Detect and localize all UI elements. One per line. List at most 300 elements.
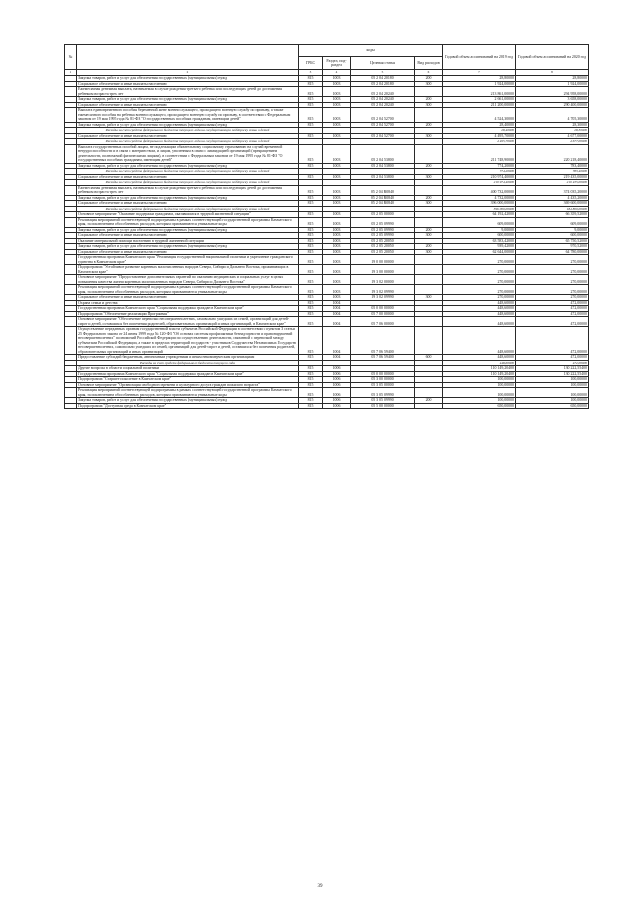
cell-section: 1003	[323, 133, 351, 139]
cell-article: 05 2 04 52700	[351, 122, 415, 128]
cell-grbs: 815	[299, 403, 323, 409]
cell-year2: 100,00000	[516, 398, 589, 404]
cell-num	[65, 403, 77, 409]
cell-year1: 270,00000	[443, 275, 516, 285]
cell-year1: 210 974,40000	[443, 174, 516, 180]
cell-num	[65, 185, 77, 195]
cell-article: 05 2 04 53800	[351, 144, 415, 163]
cell-expense-type	[415, 217, 443, 227]
cell-name: Социальное обеспечение и иные выплаты населению	[77, 249, 299, 255]
header-num: №	[65, 45, 77, 70]
cell-section: 1003	[323, 238, 351, 244]
cell-year2: 783,40000	[516, 169, 589, 175]
cell-name: Расходы за счет средств федерального бюджета текущего года на государственную поддержку семьи и детей	[77, 128, 299, 134]
cell-year2: 600,00000	[516, 233, 589, 239]
cell-num	[65, 275, 77, 285]
cell-year1: 100,00000	[443, 388, 516, 398]
cell-year2: 369 600,00000	[516, 201, 589, 207]
cell-expense-type: 200	[415, 163, 443, 169]
cell-name: Подпрограмма "Доступная среда в Камчатском крае"	[77, 403, 299, 409]
cell-name: Выплата единовременного пособия беременной жене военнослужащего, проходящего военную службу по призыву, а также ежемесячного пособия на ребенка военнослужащего, проходящего военную службу по призыву, в соответствии с Федеральным законом от 19 мая 1995 года № 81-ФЗ "О государственных пособиях гражданам, имеющим детей"	[77, 108, 299, 123]
cell-article: 05 2 05 00000	[351, 212, 415, 218]
cell-article: 05 3 05 09990	[351, 398, 415, 404]
cell-name: Государственная программа Камчатского края "Социальная поддержка граждан в Камчатском крае"	[77, 306, 299, 312]
cell-grbs: 815	[299, 238, 323, 244]
cell-expense-type	[415, 87, 443, 97]
cell-grbs: 815	[299, 102, 323, 108]
cell-section: 1006	[323, 371, 351, 377]
table-row	[65, 285, 589, 295]
cell-expense-type: 300	[415, 295, 443, 301]
cell-article: 05 2 05 09990	[351, 233, 415, 239]
cell-year2: 472,00000	[516, 327, 589, 355]
cell-grbs: 815	[299, 388, 323, 398]
cell-year2: 220 218,40000	[516, 144, 589, 163]
cell-year1: 4 495,70000	[443, 139, 516, 145]
cell-year1: 100,00000	[443, 377, 516, 383]
table-row	[65, 185, 589, 195]
cell-year2: 4 435,20000	[516, 195, 589, 201]
cell-section: 1004	[323, 306, 351, 312]
cell-expense-type: 300	[415, 174, 443, 180]
cell-expense-type: 200	[415, 227, 443, 233]
cell-article: 05 2 05 09990	[351, 217, 415, 227]
column-index: 1	[65, 70, 77, 76]
cell-year1: 270,00000	[443, 255, 516, 265]
cell-expense-type	[415, 185, 443, 195]
cell-expense-type	[415, 317, 443, 327]
cell-year1: 28,40000	[443, 128, 516, 134]
cell-name: Выплата государственных пособий лицам, не подлежащим обязательному социальному страхованию на случай временной нетрудоспособности и в связи с материнством, и лицам, уволенным в связи с ликвидацией организаций (прекращением деятельности, полномочий физическими лицами), в соответствии с Федеральным законом от 19 мая 1995 года № 81-ФЗ "О государственных пособиях гражданам, имеющим детей"	[77, 144, 299, 163]
cell-section: 1006	[323, 398, 351, 404]
cell-section: 1004	[323, 355, 351, 361]
cell-year1: 270,00000	[443, 295, 516, 301]
cell-expense-type	[415, 403, 443, 409]
cell-grbs: 815	[299, 76, 323, 82]
column-index: 8	[516, 70, 589, 76]
cell-section: 1003	[323, 97, 351, 103]
cell-name: Реализация мероприятий соответствующей подпрограммы в рамках соответствующей государственной программы Камчатского края, за исключением обособленных расходов, которым присваиваются уникальные коды	[77, 285, 299, 295]
cell-section: 1003	[323, 244, 351, 250]
cell-year1: 448,60000	[443, 311, 516, 317]
cell-name: Основное мероприятие "Оказание поддержки гражданам, оказавшимся в трудной жизненной ситуации"	[77, 212, 299, 218]
cell-year1: 396 000,00000	[443, 206, 516, 212]
cell-year2: 64 780,00000	[516, 249, 589, 255]
cell-article: 05 7 06 59400	[351, 327, 415, 355]
cell-year2: 184 800,00000	[516, 206, 589, 212]
cell-section: 1003	[323, 285, 351, 295]
cell-grbs: 815	[299, 255, 323, 265]
cell-section: 1003	[323, 144, 351, 163]
cell-year1: 28,80000	[443, 76, 516, 82]
cell-section: 1003	[323, 233, 351, 239]
cell-article: 05 2 05 20050	[351, 249, 415, 255]
cell-year1: 448,60000	[443, 355, 516, 361]
cell-expense-type	[415, 388, 443, 398]
cell-year2: 219 435,00000	[516, 174, 589, 180]
cell-expense-type	[415, 285, 443, 295]
cell-name: Расходы за счет средств федерального бюджета текущего года на государственную поддержку семьи и детей	[77, 139, 299, 145]
cell-name: Реализация мероприятий соответствующей подпрограммы в рамках соответствующей государственной программы Камчатского края, за исключением обособленных расходов, которым присваиваются уникальные коды	[77, 388, 299, 398]
cell-expense-type	[415, 275, 443, 285]
page-number: 39	[317, 884, 323, 889]
cell-section: 1003	[323, 275, 351, 285]
cell-section: 1003	[323, 185, 351, 195]
cell-name: Государственная программа Камчатского края "Социальная поддержка граждан в Камчатском крае"	[77, 371, 299, 377]
cell-grbs: 815	[299, 244, 323, 250]
cell-name: Другие вопросы в области социальной политики	[77, 366, 299, 372]
header-name	[77, 45, 299, 70]
cell-year1: 400 732,00000	[443, 185, 516, 195]
cell-year1: 213 861,00000	[443, 87, 516, 97]
cell-num	[65, 108, 77, 123]
cell-name: Закупка товаров, работ и услуг для обеспечения государственных (муниципальных) нужд	[77, 398, 299, 404]
cell-year1: 396 000,00000	[443, 201, 516, 207]
table-row	[65, 255, 589, 265]
cell-year1: 448,60000	[443, 327, 516, 355]
cell-name: Подпрограмма "Старшее поколение в Камчатском крае"	[77, 377, 299, 383]
cell-year2: 100,00000	[516, 382, 589, 388]
cell-expense-type	[415, 108, 443, 123]
cell-grbs: 815	[299, 377, 323, 383]
cell-article: 19 3 02 00000	[351, 275, 415, 285]
cell-name: Закупка товаров, работ и услуг для обеспечения государственных (муниципальных) нужд	[77, 97, 299, 103]
cell-section: 1006	[323, 388, 351, 398]
column-index: 4	[323, 70, 351, 76]
cell-year1: 650,00000	[443, 403, 516, 409]
cell-year1: 64 192,42000	[443, 212, 516, 218]
column-index: 2	[77, 70, 299, 76]
cell-grbs: 815	[299, 285, 323, 295]
cell-year1: 774,20000	[443, 169, 516, 175]
cell-section: 1003	[323, 81, 351, 87]
cell-year2: 100,00000	[516, 388, 589, 398]
cell-grbs: 815	[299, 382, 323, 388]
cell-year1: 4 732,00000	[443, 195, 516, 201]
cell-expense-type: 300	[415, 102, 443, 108]
cell-expense-type: 300	[415, 133, 443, 139]
cell-year2: 4 677,00000	[516, 139, 589, 145]
cell-expense-type	[415, 255, 443, 265]
cell-expense-type	[415, 144, 443, 163]
cell-year2: 219 435,00000	[516, 180, 589, 186]
cell-expense-type: 600	[415, 355, 443, 361]
cell-grbs: 815	[299, 97, 323, 103]
cell-name: Закупка товаров, работ и услуг для обеспечения государственных (муниципальных) нужд	[77, 227, 299, 233]
cell-num	[65, 217, 77, 227]
cell-article: 19 3 02 09990	[351, 295, 415, 301]
cell-grbs: 815	[299, 185, 323, 195]
cell-year2: 28,30000	[516, 128, 589, 134]
cell-year1: 600,00000	[443, 233, 516, 239]
table-row	[65, 327, 589, 355]
cell-name: Основное мероприятие "Организация свободного времени и культурного досуга граждан пожилого возраста"	[77, 382, 299, 388]
cell-expense-type: 200	[415, 195, 443, 201]
header-expense-type: Вид расходов	[415, 57, 443, 70]
cell-section: 1003	[323, 195, 351, 201]
cell-grbs: 815	[299, 212, 323, 218]
cell-article: 05 2 04 20180	[351, 76, 415, 82]
cell-year1: 110 149,20400	[443, 371, 516, 377]
header-grbs: ГРБС	[299, 57, 323, 70]
cell-article: 05 3 05 09990	[351, 388, 415, 398]
column-index: 6	[415, 70, 443, 76]
cell-year1: 939,42000	[443, 244, 516, 250]
cell-grbs: 815	[299, 201, 323, 207]
cell-grbs: 815	[299, 398, 323, 404]
cell-grbs: 815	[299, 133, 323, 139]
cell-year1: 9,00000	[443, 227, 516, 233]
cell-name: Закупка товаров, работ и услуг для обеспечения государственных (муниципальных) нужд	[77, 244, 299, 250]
cell-section: 1006	[323, 377, 351, 383]
cell-name: Реализация мероприятий соответствующей подпрограммы в рамках соответствующей государственной программы Камчатского края, за исключением обособленных расходов, которым присваиваются уникальные коды	[77, 217, 299, 227]
cell-grbs: 815	[299, 275, 323, 285]
cell-article: 19 0 00 00000	[351, 255, 415, 265]
cell-grbs: 815	[299, 122, 323, 128]
cell-name: Государственная программа Камчатского края "Реализация государственной национальной политики и укрепление гражданского единства в Камчатском крае"	[77, 255, 299, 265]
cell-article: 05 2 05 20050	[351, 238, 415, 244]
cell-expense-type: 300	[415, 233, 443, 239]
cell-year2: 66 359,52000	[516, 212, 589, 218]
cell-year1: 63 583,42000	[443, 238, 516, 244]
cell-name: Закупка товаров, работ и услуг для обеспечения государственных (муниципальных) нужд	[77, 195, 299, 201]
cell-article: 05 7 06 59400	[351, 355, 415, 361]
cell-name: Предоставление субсидий бюджетным, автономным учреждениям и иным некоммерческим организациям	[77, 355, 299, 361]
cell-name: Охрана семьи и детства	[77, 300, 299, 306]
cell-num	[65, 87, 77, 97]
table-row	[65, 108, 589, 123]
cell-section: 1003	[323, 217, 351, 227]
cell-num	[65, 317, 77, 327]
cell-section: 1003	[323, 102, 351, 108]
cell-year2: 65 750,52000	[516, 238, 589, 244]
table-row	[65, 275, 589, 285]
cell-article: 05 2 04 20240	[351, 102, 415, 108]
cell-article: 05 2 04 20180	[351, 81, 415, 87]
cell-year2: 100,00000	[516, 377, 589, 383]
cell-year2: 650,00000	[516, 403, 589, 409]
cell-article: 05 3 05 00000	[351, 382, 415, 388]
cell-section: 1003	[323, 295, 351, 301]
cell-grbs: 815	[299, 327, 323, 355]
cell-name: Социальное обеспечение и иные выплаты населению	[77, 133, 299, 139]
cell-article: 05 2 04 53800	[351, 174, 415, 180]
cell-year2: 3 658,00000	[516, 97, 589, 103]
cell-year1: 28,40000	[443, 122, 516, 128]
cell-year2: 472,00000	[516, 306, 589, 312]
cell-grbs: 815	[299, 295, 323, 301]
cell-section: 1006	[323, 382, 351, 388]
cell-name: Подпрограмма "Устойчивое развитие коренных малочисленных народов Севера, Сибири и Дальнего Востока, проживающих в Камчатском крае"	[77, 265, 299, 275]
cell-year2: 28,30000	[516, 122, 589, 128]
header-section: Раздел, под-раздел	[323, 57, 351, 70]
cell-expense-type: 200	[415, 244, 443, 250]
cell-grbs: 815	[299, 355, 323, 361]
cell-expense-type: 300	[415, 81, 443, 87]
cell-grbs: 815	[299, 163, 323, 169]
cell-name: Ежемесячная денежная выплата, назначаемая в случае рождения третьего ребенка или последующих детей до достижения ребенком возраста трех лет	[77, 185, 299, 195]
cell-year1: 1 924,00000	[443, 81, 516, 87]
header-codes: коды	[299, 45, 443, 57]
cell-year1: 211 748,90000	[443, 144, 516, 163]
cell-year2: 472,00000	[516, 300, 589, 306]
cell-article: 05 2 04 R0840	[351, 185, 415, 195]
table-row	[65, 217, 589, 227]
cell-year2: 472,00000	[516, 317, 589, 327]
cell-name: Расходы за счет средств федерального бюджета текущего года на государственную поддержку семьи и детей	[77, 206, 299, 212]
cell-year2: 270,00000	[516, 265, 589, 275]
cell-grbs: 815	[299, 311, 323, 317]
cell-article: 19 3 00 00000	[351, 265, 415, 275]
cell-year1: 448,60000	[443, 360, 516, 366]
cell-year1: 609,00000	[443, 217, 516, 227]
cell-article: 05 0 00 00000	[351, 306, 415, 312]
cell-year1: 62 644,00000	[443, 249, 516, 255]
cell-article: 05 2 04 20240	[351, 87, 415, 97]
cell-grbs: 815	[299, 300, 323, 306]
header-year1: Годовой объем ассигнований на 2019 год	[443, 45, 516, 70]
column-index: 3	[299, 70, 323, 76]
cell-grbs: 815	[299, 233, 323, 239]
cell-name: Основное мероприятие "Обеспечение перевозки несовершеннолетних, самовольно ушедших из семей, организаций для детей-сирот и детей, оставшихся без попечения родителей, образовательных организаций и иных организаций, в Камчатском крае"	[77, 317, 299, 327]
cell-num	[65, 388, 77, 398]
cell-grbs: 815	[299, 249, 323, 255]
cell-name: Осуществление переданных органам государственной власти субъектов Российской Федерации в соответствии с пунктом 3 статьи 25 Федерального закона от 24 июня 1999 года № 120-ФЗ "Об основах системы профилактики безнадзорности и правонарушений несовершеннолетних" полномочий Российской Федерации по осуществлению деятельности, связанной с перевозкой между субъектами Российской Федерации, а также в пределах территорий государств - участников Содружества Независимых Государств несовершеннолетних, самовольно ушедших из семей, организаций для детей-сирот и детей, оставшихся без попечения родителей, образовательных организаций и иных организаций	[77, 327, 299, 355]
cell-grbs: 815	[299, 227, 323, 233]
cell-section: 1003	[323, 76, 351, 82]
cell-expense-type	[415, 265, 443, 275]
cell-expense-type: 300	[415, 249, 443, 255]
cell-expense-type: 200	[415, 76, 443, 82]
cell-year2: 783,40000	[516, 163, 589, 169]
cell-section: 1003	[323, 265, 351, 275]
cell-name: Оказание материальной помощи населению в трудной жизненной ситуации	[77, 238, 299, 244]
cell-section: 1003	[323, 163, 351, 169]
cell-name: Расходы за счет средств федерального бюджета текущего года на государственную поддержку семьи и детей	[77, 180, 299, 186]
cell-article: 05 2 04 R0840	[351, 201, 415, 207]
cell-section: 1004	[323, 327, 351, 355]
cell-name: Подпрограмма "Обеспечение реализации Программы"	[77, 311, 299, 317]
cell-year1: 100,00000	[443, 382, 516, 388]
table-row	[65, 87, 589, 97]
cell-article: 05 2 04 52700	[351, 108, 415, 123]
cell-article: 05 3 00 00000	[351, 377, 415, 383]
cell-name: Закупка товаров, работ и услуг для обеспечения государственных (муниципальных) нужд	[77, 122, 299, 128]
cell-expense-type: 200	[415, 398, 443, 404]
cell-year1: 211 200,00000	[443, 102, 516, 108]
header-article: Целевая статья	[351, 57, 415, 70]
cell-expense-type: 200	[415, 122, 443, 128]
cell-year2: 472,00000	[516, 355, 589, 361]
cell-grbs: 815	[299, 195, 323, 201]
cell-year2: 130 222,55400	[516, 366, 589, 372]
cell-article: 05 7 06 00000	[351, 317, 415, 327]
cell-section: 1003	[323, 201, 351, 207]
cell-year1: 774,20000	[443, 163, 516, 169]
cell-year1: 448,60000	[443, 300, 516, 306]
cell-num	[65, 144, 77, 163]
cell-name: Социальное обеспечение и иные выплаты населению	[77, 201, 299, 207]
cell-num	[65, 265, 77, 275]
cell-section: 1003	[323, 227, 351, 233]
cell-year2: 609,00000	[516, 217, 589, 227]
cell-expense-type: 300	[415, 201, 443, 207]
cell-year2: 4 677,00000	[516, 133, 589, 139]
table-row	[65, 265, 589, 275]
column-index: 7	[443, 70, 516, 76]
cell-year1: 100,00000	[443, 398, 516, 404]
cell-grbs: 815	[299, 144, 323, 163]
cell-year2: 270,00000	[516, 275, 589, 285]
cell-section: 1003	[323, 174, 351, 180]
cell-section: 1004	[323, 317, 351, 327]
cell-section: 1006	[323, 366, 351, 372]
column-index: 5	[351, 70, 415, 76]
cell-num	[65, 327, 77, 355]
cell-article: 05 2 04 20240	[351, 97, 415, 103]
cell-name: Социальное обеспечение и иные выплаты населению	[77, 295, 299, 301]
cell-grbs: 815	[299, 108, 323, 123]
cell-grbs: 815	[299, 81, 323, 87]
table-body	[65, 76, 589, 409]
header-year2: Годовой объем ассигнований на 2020 год	[516, 45, 589, 70]
cell-expense-type	[415, 327, 443, 355]
cell-year1: 270,00000	[443, 265, 516, 275]
cell-year2: 4 705,30000	[516, 108, 589, 123]
cell-year2: 472,00000	[516, 360, 589, 366]
cell-year1: 448,60000	[443, 317, 516, 327]
cell-grbs: 815	[299, 217, 323, 227]
cell-section: 1004	[323, 300, 351, 306]
cell-article: 05 0 00 00000	[351, 371, 415, 377]
cell-year2: 294 958,00000	[516, 87, 589, 97]
cell-year2: 970,52000	[516, 244, 589, 250]
table-header	[65, 45, 589, 76]
cell-year2: 130 222,55400	[516, 371, 589, 377]
cell-year2: 472,00000	[516, 311, 589, 317]
cell-num	[65, 255, 77, 265]
cell-year1: 2 661,00000	[443, 97, 516, 103]
cell-year2: 9,00000	[516, 227, 589, 233]
cell-article: 05 2 04 R0840	[351, 195, 415, 201]
cell-grbs: 815	[299, 87, 323, 97]
cell-year2: 374 035,20000	[516, 185, 589, 195]
cell-grbs: 815	[299, 371, 323, 377]
cell-article: 05 2 04 53800	[351, 163, 415, 169]
cell-name: Расходы за счет средств федерального бюджета текущего года	[77, 360, 299, 366]
cell-section: 1003	[323, 108, 351, 123]
cell-article: 05 2 05 09990	[351, 227, 415, 233]
table-row	[65, 403, 589, 409]
table-row	[65, 388, 589, 398]
cell-section: 1003	[323, 87, 351, 97]
cell-name: Социальное обеспечение и иные выплаты населению	[77, 174, 299, 180]
cell-year1: 110 149,20400	[443, 366, 516, 372]
cell-section: 1006	[323, 403, 351, 409]
cell-article: 05 7 00 00000	[351, 311, 415, 317]
cell-num	[65, 285, 77, 295]
cell-section: 1003	[323, 122, 351, 128]
cell-year2: 270,00000	[516, 285, 589, 295]
cell-name: Расходы за счет средств федерального бюджета текущего года на государственную поддержку семьи и детей	[77, 169, 299, 175]
cell-year2: 1 924,00000	[516, 81, 589, 87]
cell-year2: 28,80000	[516, 76, 589, 82]
cell-year2: 270,00000	[516, 255, 589, 265]
budget-table	[64, 44, 589, 409]
cell-grbs: 815	[299, 366, 323, 372]
cell-name: Социальное обеспечение и иные выплаты населению	[77, 233, 299, 239]
table-row	[65, 144, 589, 163]
